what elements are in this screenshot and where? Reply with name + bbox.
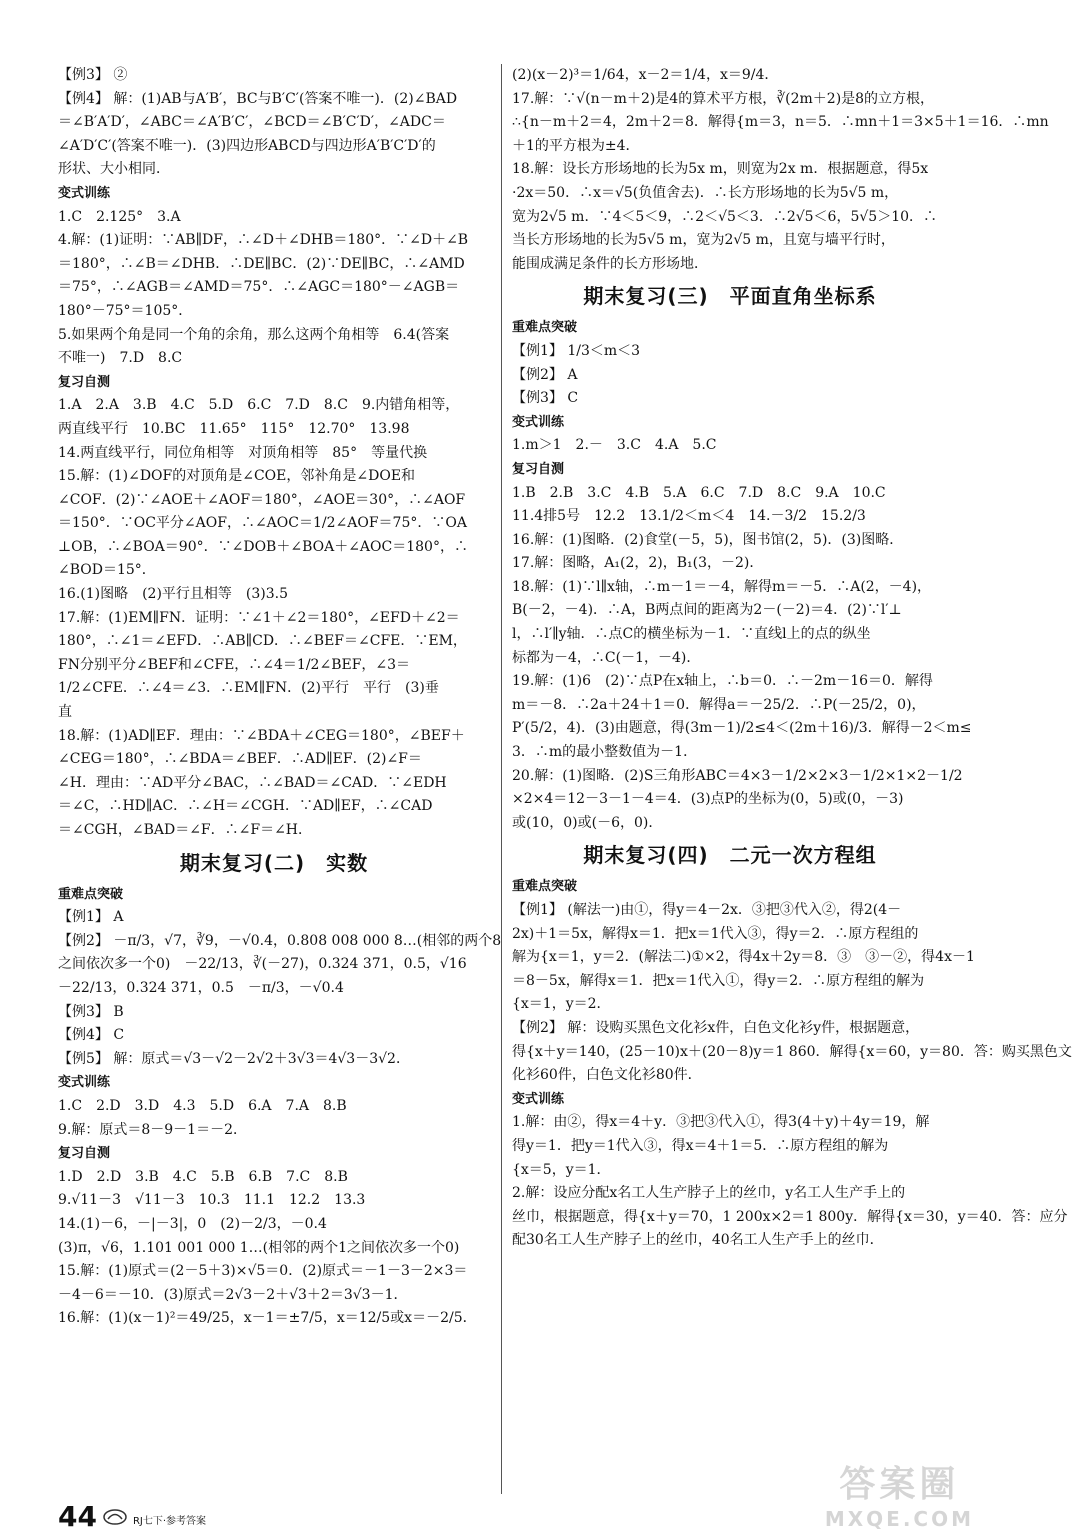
answer-line: ＝8－5x，解得x＝1．把x＝1代入①，得y＝2．∴原方程组的解为 <box>512 972 925 989</box>
footer-label: RJ七下·参考答案 <box>132 1516 207 1527</box>
subsection-heading: 复习自测 <box>58 374 111 390</box>
page-number: 44 <box>58 1500 97 1533</box>
answer-line: 【例1】 A <box>58 909 124 926</box>
answer-line: 【例4】 C <box>58 1027 125 1044</box>
answer-line: 1.m＞1 2.－ 3.C 4.A 5.C <box>512 437 717 454</box>
answer-line: 得y＝1．把y＝1代入③，得x＝4＋1＝5．∴原方程组的解为 <box>512 1137 889 1154</box>
section-title: 期末复习(三) 平面直角坐标系 <box>583 284 877 309</box>
answer-line: 1.C 2.D 3.D 4.3 5.D 6.A 7.A 8.B <box>58 1097 347 1114</box>
subsection-heading: 变式训练 <box>58 1075 111 1091</box>
left-column <box>58 64 502 1331</box>
answer-line: 180°，∴∠1＝∠EFD．∴AB∥CD．∴∠BEF＝∠CFE．∵EM， <box>58 633 467 650</box>
right-column <box>512 64 1072 1253</box>
answer-line: {x＝1，y＝2． <box>512 996 611 1013</box>
answer-line: l，∴l′∥y轴．∴点C的横坐标为－1．∵直线l上的点的纵坐 <box>512 626 871 643</box>
answer-line: 2.解：设应分配x名工人生产脖子上的丝巾，y名工人生产手上的 <box>512 1185 906 1202</box>
page-footer <box>58 1496 206 1532</box>
section-title: 期末复习(四) 二元一次方程组 <box>583 843 877 868</box>
answer-line: ∠H．理由：∵AD平分∠BAC，∴∠BAD＝∠CAD．∵∠EDH <box>58 774 447 791</box>
answer-line: 两直线平行 10.BC 11.65° 115° 12.70° 13.98 <box>58 420 410 437</box>
answer-line: 【例3】 C <box>512 390 579 407</box>
subsection-heading: 变式训练 <box>512 1091 565 1107</box>
subsection-heading: 变式训练 <box>58 185 111 201</box>
answer-line: 16.(1)图略 (2)平行且相等 (3)3.5 <box>58 586 289 603</box>
answer-line: (2)(x－2)³＝1/64，x－2＝1/4，x＝9/4． <box>512 67 779 83</box>
answer-line: 不唯一) 7.D 8.C <box>58 350 183 367</box>
answer-line: 16.解：(1)图略．(2)食堂(－5，5)，图书馆(2，5)．(3)图略． <box>512 531 904 548</box>
answer-line: 1.解：由②，得x＝4＋y．③把③代入①，得3(4＋y)＋4y＝19，解 <box>512 1114 930 1131</box>
subsection-heading: 复习自测 <box>58 1146 111 1162</box>
answer-line: －4－6＝－10．(3)原式＝2√3－2＋√3＋2＝3√3－1． <box>58 1286 408 1303</box>
answer-line: 19.解：(1)6 (2)∵点P在x轴上，∴b＝0．∴－2m－16＝0．解得 <box>512 673 933 690</box>
section-title: 期末复习(二) 实数 <box>179 850 369 875</box>
answer-line: 18.解：(1)AD∥EF．理由：∵∠BDA＋∠CEG＝180°，∠BEF＋ <box>58 727 465 744</box>
answer-line: ＝∠C，∴HD∥AC．∴∠H＝∠CGH．∵AD∥EF，∴∠CAD <box>58 798 433 815</box>
answer-line: ＋1的平方根为±4． <box>512 137 640 154</box>
subsection-heading: 重难点突破 <box>512 879 578 895</box>
answer-line: 18.解：(1)∵l∥x轴，∴m－1＝－4，解得m＝－5．∴A(2，－4)， <box>512 578 932 595</box>
answer-line: 17.解：∵√(n－m＋2)是4的算术平方根，∛(2m＋2)是8的立方根， <box>512 90 935 107</box>
answer-line: (3)π，√6，1.101 001 000 1…(相邻的两个1之间依次多一个0) <box>58 1239 460 1256</box>
subsection-heading: 重难点突破 <box>512 320 578 336</box>
answer-line: ＝∠CGH，∠BAD＝∠F．∴∠F＝∠H． <box>58 822 313 838</box>
answer-line: 【例2】 解：设购买黑色文化衫x件，白色文化衫y件，根据题意， <box>512 1019 920 1036</box>
answer-line: 5.如果两个角是同一个角的余角，那么这两个角相等 6.4(答案 <box>58 326 450 343</box>
answer-line: 1/2∠CFE．∴∠4＝∠3．∴EM∥FN．(2)平行 平行 (3)垂 <box>58 680 439 697</box>
answer-line: 14.(1)－6，－|－3|，0 (2)－2/3，－0.4 <box>58 1215 327 1232</box>
answer-line: 16.解：(1)(x－1)²＝49/25，x－1＝±7/5，x＝12/5或x＝－2/5． <box>58 1310 477 1327</box>
answer-line: 9.√11－3 √11－3 10.3 11.1 12.2 13.3 <box>58 1192 366 1209</box>
answer-line: 9.解：原式＝8－9－1＝－2． <box>58 1121 247 1138</box>
answer-line: 标都为－4，∴C(－1，－4)． <box>512 649 701 666</box>
answer-line: 1.D 2.D 3.B 4.C 5.B 6.B 7.C 8.B <box>58 1168 348 1185</box>
answer-line: 11.4排5号 12.2 13.1/2＜m＜4 14.－3/2 15.2/3 <box>512 508 866 525</box>
answer-line: 20.解：(1)图略．(2)S三角形ABC＝4×3－1/2×2×3－1/2×1×2－1/2 <box>512 767 963 784</box>
watermark-logo-text: 答案圈 <box>839 1464 960 1505</box>
subsection-heading: 变式训练 <box>512 414 565 430</box>
answer-line: 当长方形场地的长为5√5 m，宽为2√5 m，且宽与墙平行时， <box>512 232 895 249</box>
answer-line: 1.B 2.B 3.C 4.B 5.A 6.C 7.D 8.C 9.A 10.C <box>512 484 886 501</box>
answer-line: 14.两直线平行，同位角相等 对顶角相等 85° 等量代换 <box>58 444 428 461</box>
answer-line: 18.解：设长方形场地的长为5x m，则宽为2x m．根据题意，得5x <box>512 161 929 178</box>
answer-line: B(－2，－4)．∴A，B两点间的距离为2－(－2)＝4．(2)∵l′⊥ <box>512 602 902 619</box>
answer-line: 【例2】 －π/3，√7，∛9，－√0.4，0.808 008 000 8…(相邻的两个8 <box>58 932 502 949</box>
answer-line: 丝巾，根据题意，得{x＋y＝70，1 200x×2＝1 800y．解得{x＝30，y＝40．答：应分 <box>512 1208 1068 1225</box>
answer-line: 【例1】 (解法一)由①，得y＝4－2x．③把③代入②，得2(4－ <box>512 902 902 918</box>
answer-line: －22/13，0.324 371，0.5 －π/3，－√0.4 <box>58 979 344 996</box>
answer-line: ∠COF．(2)∵∠AOE＋∠AOF＝180°，∠AOE＝30°，∴∠AOF <box>58 491 466 508</box>
answer-line: 17.解：图略，A₁(2，2)，B₁(3，－2)． <box>512 555 764 572</box>
answer-line: 【例1】 1/3＜m＜3 <box>512 342 641 359</box>
answer-line: 直 <box>58 704 72 721</box>
answer-line: 180°－75°＝105°． <box>58 302 193 319</box>
answer-line: P′(5/2，4)．(3)由题意，得(3m－1)/2≤4＜(2m＋16)/3．解得－2＜m≤ <box>512 720 972 737</box>
answer-line: 【例3】 B <box>58 1003 124 1020</box>
answer-line: 15.解：(1)原式＝(2－5＋3)×√5＝0．(2)原式＝－1－3－2×3＝ <box>58 1263 468 1280</box>
watermark <box>825 1456 974 1531</box>
answer-line: 配30名工人生产脖子上的丝巾，40名工人生产手上的丝巾． <box>512 1232 884 1249</box>
answer-line: 3．∴m的最小整数值为－1． <box>512 744 698 761</box>
answer-line: ∠CEG＝180°，∴∠BDA＝∠BEF．∴AD∥EF．(2)∠F＝ <box>58 751 422 768</box>
answer-line: FN分别平分∠BEF和∠CFE，∴∠4＝1/2∠BEF，∠3＝ <box>58 656 411 673</box>
answer-line: 4.解：(1)证明：∵AB∥DF，∴∠D＋∠DHB＝180°．∵∠D＋∠B <box>58 232 469 249</box>
answer-line: 15.解：(1)∠DOF的对顶角是∠COE，邻补角是∠DOE和 <box>58 468 416 485</box>
answer-line: {x＝5，y＝1． <box>512 1161 611 1178</box>
answer-line: 化衫60件，白色文化衫80件． <box>512 1067 702 1084</box>
answer-line: 【例2】 A <box>512 366 578 383</box>
answer-line: ⊥OB，∴∠BOA＝90°．∵∠DOB＋∠BOA＋∠AOC＝180°，∴ <box>58 538 468 555</box>
answer-line: 2x)＋1＝5x，解得x＝1．把x＝1代入③，得y＝2．∴原方程组的 <box>512 925 919 942</box>
answer-line: m＝－8．∴2a＋24＋1＝0．解得a＝－25/2．∴P(－25/2，0)， <box>512 696 926 713</box>
answer-line: ∴{n－m＋2＝4，2m＋2＝8．解得{m＝3，n＝5．∴mn＋1＝3×5＋1＝16．∴mn <box>512 114 1049 131</box>
answer-line: 【例5】 解：原式＝√3－√2－2√2＋3√3＝4√3－3√2． <box>58 1050 410 1067</box>
answer-line: ×2×4＝12－3－1－4＝4．(3)点P的坐标为(0，5)或(0，－3) <box>512 791 904 808</box>
answer-line: ＝180°，∴∠B＝∠DHB．∴DE∥BC．(2)∵DE∥BC，∴∠AMD <box>58 255 465 272</box>
answer-line: 17.解：(1)EM∥FN．证明：∵∠1＋∠2＝180°，∠EFD＋∠2＝ <box>58 609 460 626</box>
answer-line: ·2x＝50．∴x＝√5(负值舍去)．∴长方形场地的长为5√5 m， <box>512 184 899 201</box>
answer-line: ∠BOD＝15°． <box>58 562 156 579</box>
watermark-url: MXQE.COM <box>824 1507 974 1531</box>
answer-line: 形状、大小相同． <box>58 161 170 178</box>
answer-line: 1.A 2.A 3.B 4.C 5.D 6.C 7.D 8.C 9.内错角相等， <box>58 397 460 414</box>
column-divider <box>501 64 502 1494</box>
answer-line: 宽为2√5 m．∵4＜5＜9，∴2＜√5＜3．∴2√5＜6，5√5＞10．∴ <box>512 208 938 225</box>
answer-line: ＝75°，∴∠AGB＝∠AMD＝75°．∴∠AGC＝180°－∠AGB＝ <box>58 279 460 296</box>
answer-line: 或(10，0)或(－6，0)． <box>512 814 663 831</box>
answer-line: 【例4】 解：(1)AB与A′B′，BC与B′C′(答案不唯一)．(2)∠BAD <box>58 90 458 107</box>
answer-line: ＝∠B′A′D′，∠ABC＝∠A′B′C′，∠BCD＝∠B′C′D′，∠ADC＝ <box>58 114 446 131</box>
answer-line: 之间依次多一个0) －22/13，∛(－27)，0.324 371，0.5，√16 <box>58 956 467 973</box>
answer-line: ∠A′D′C′(答案不唯一)．(3)四边形ABCD与四边形A′B′C′D′的 <box>58 137 436 154</box>
answer-line: ＝150°．∵OC平分∠AOF，∴∠AOC＝1/2∠AOF＝75°．∵OA <box>58 515 467 532</box>
answer-line: 1.C 2.125° 3.A <box>58 208 181 225</box>
answer-line: 得{x＋y＝140，(25－10)x＋(20－8)y＝1 860．解得{x＝60，y＝80．答：购买黑色文 <box>512 1043 1072 1060</box>
subsection-heading: 复习自测 <box>512 461 565 477</box>
subsection-heading: 重难点突破 <box>58 886 124 902</box>
publisher-logo-icon <box>103 1508 127 1526</box>
answer-line: 能围成满足条件的长方形场地． <box>512 255 708 272</box>
answer-line: 【例3】 ② <box>58 67 128 83</box>
answer-line: 解为{x＝1，y＝2．(解法二)①×2，得4x＋2y＝8．③ ③－②，得4x－1 <box>512 949 975 966</box>
